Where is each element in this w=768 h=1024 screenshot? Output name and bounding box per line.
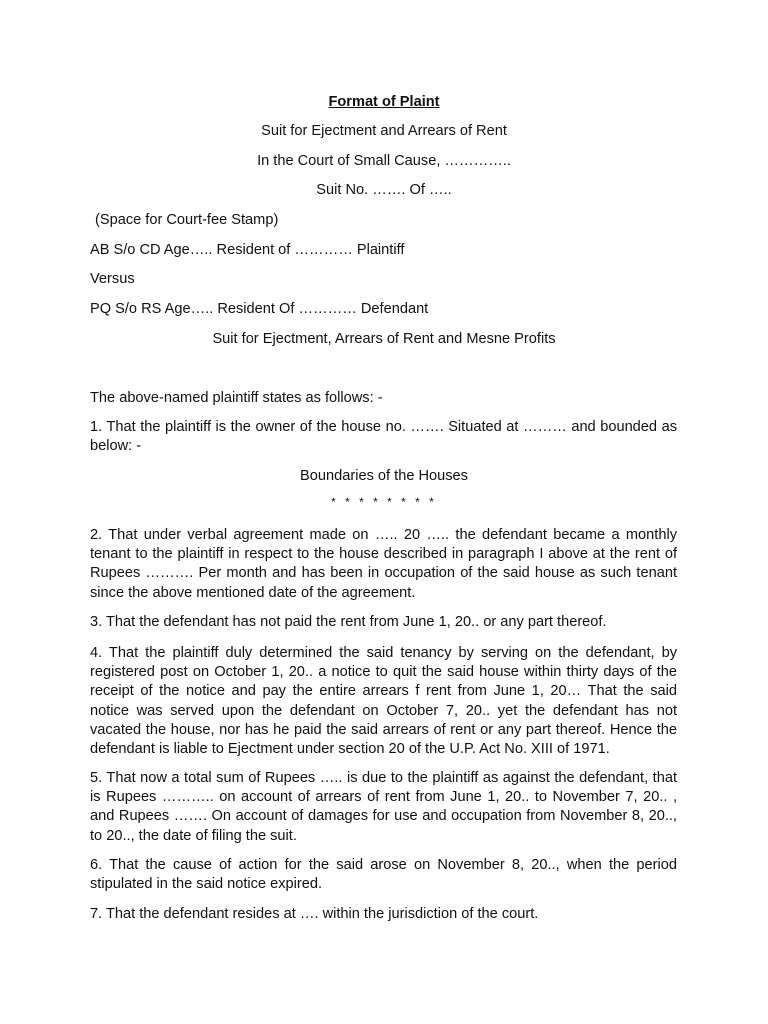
stars-separator: * * * * * * * * (331, 495, 437, 509)
paragraph-6: 6. That the cause of action for the said arose on November 8, 20.., when the period stipulated in the said notice expired. (90, 857, 677, 893)
plaintiff-line: AB S/o CD Age….. Resident of ………… Plaintiff (90, 242, 405, 258)
court-fee-stamp-space: (Space for Court-fee Stamp) (95, 212, 279, 228)
paragraph-2: 2. That under verbal agreement made on ….. 20 ….. the defendant became a monthly tenant to the plaintiff in respect to the house described in paragraph I above at the rent of Rupees ………. Per month and has been in occupation of the said house as such tenant since the above mentioned date of the agreement. (90, 527, 677, 601)
intro-paragraph: The above-named plaintiff states as follows: - (90, 390, 383, 406)
document-subtitle: Suit for Ejectment and Arrears of Rent (261, 123, 507, 139)
boundaries-heading: Boundaries of the Houses (300, 468, 468, 484)
defendant-line: PQ S/o RS Age….. Resident Of ………… Defendant (90, 301, 429, 317)
versus-line: Versus (90, 271, 135, 287)
paragraph-7: 7. That the defendant resides at …. within the jurisdiction of the court. (90, 906, 539, 922)
document-title: Format of Plaint (328, 94, 440, 110)
suit-heading: Suit for Ejectment, Arrears of Rent and Mesne Profits (212, 331, 556, 347)
suit-number-line: Suit No. ……. Of ….. (316, 182, 452, 198)
paragraph-1: 1. That the plaintiff is the owner of the house no. ……. Situated at ……… and bounded as below: - (90, 419, 677, 455)
court-line: In the Court of Small Cause, ………….. (257, 153, 511, 169)
paragraph-4: 4. That the plaintiff duly determined the said tenancy by serving on the defendant, by registered post on October 1, 20.. a notice to quit the said house within thirty days of the receipt of the notice and pay the entire arrears f rent from June 1, 20… That the said notice was served upon the defendant on October 7, 20.. yet the defendant has not vacated the house, nor has he paid the said arrears of rent or any part thereof. Hence the defendant is liable to Ejectment under section 20 of the U.P. Act No. XIII of 1971. (90, 645, 677, 758)
paragraph-5: 5. That now a total sum of Rupees ….. is due to the plaintiff as against the defendant, that is Rupees ……….. on account of arrears of rent from June 1, 20.. to November 7, 20.. , and Rupees ……. On account of damages for use and occupation from November 8, 20.., to 20.., the date of filing the suit. (90, 770, 677, 844)
paragraph-3: 3. That the defendant has not paid the rent from June 1, 20.. or any part thereof. (90, 614, 607, 630)
